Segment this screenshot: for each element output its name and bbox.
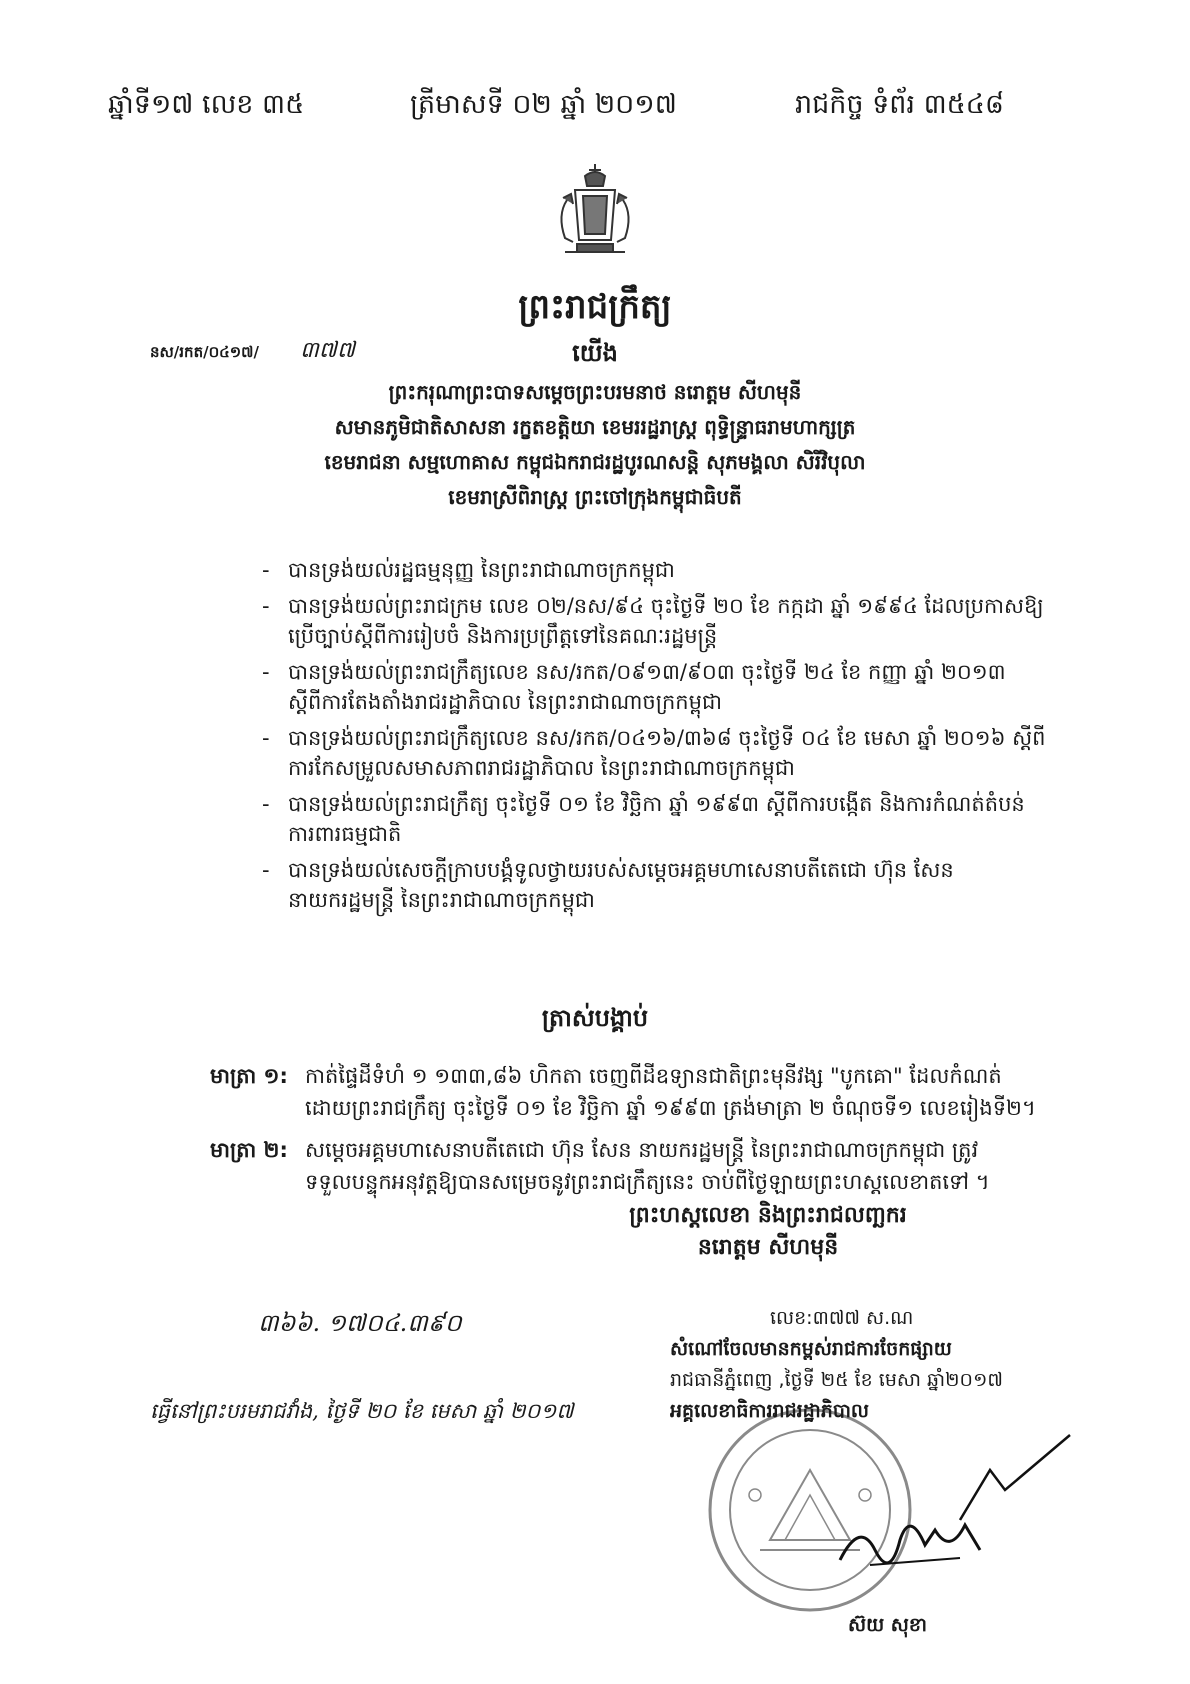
- dash-bullet: -: [262, 594, 270, 618]
- article-line: ដោយព្រះរាជក្រឹត្យ ចុះថ្ងៃទី ០១ ខែ វិច្ឆិកា ឆ្នាំ ១៩៩៣ ត្រង់មាត្រា ២ ចំណុចទី១ លេខរៀងទី២។: [305, 1096, 1036, 1120]
- king-title-line: ខេមរាជនា សម្មហោគាស កម្ពុជឯករាជរដ្ឋបូរណសន្តិ សុភមង្គលា សិរីវិបុលា: [324, 450, 866, 474]
- certification-line: រាជធានីភ្នំពេញ ,ថ្ងៃទី ២៥ ខែ មេសា ឆ្នាំ២០១៧: [670, 1369, 1003, 1391]
- article-2: [210, 1134, 1090, 1198]
- recital-item: [262, 657, 1062, 717]
- gazette-header: [0, 88, 1190, 128]
- certification-number: លេខ:៣៧៧ ស.ណ: [770, 1307, 914, 1329]
- articles-list: [210, 1060, 1090, 1208]
- reference-number: នស/រកត/០៤១៧/: [150, 343, 259, 361]
- header-year-issue: ឆ្នាំទី១៧ លេខ ៣៥: [108, 89, 305, 120]
- dash-bullet: -: [262, 660, 270, 684]
- article-line: ទទួលបន្ទុកអនុវត្តឱ្យបានសម្រេចនូវព្រះរាជក្រឹត្យនេះ ចាប់ពីថ្ងៃឡាយព្រះហស្តលេខាតទៅ ។: [305, 1170, 990, 1194]
- dash-bullet: -: [262, 858, 270, 882]
- king-titles: [0, 375, 1190, 515]
- king-title-line: ព្រះករុណាព្រះបាទសម្តេចព្រះបរមនាថ នរោត្តម សីហមុនី: [388, 380, 802, 404]
- recital-item: [262, 789, 1062, 849]
- recital-item: [262, 855, 1062, 915]
- recital-line: នាយករដ្ឋមន្ត្រី នៃព្រះរាជាណាចក្រកម្ពុជា: [288, 888, 595, 912]
- recital-line: បានទ្រង់យល់ព្រះរាជក្រម លេខ ០២/នស/៩៤ ចុះថ្ងៃទី ២០ ខែ កក្កដា ឆ្នាំ ១៩៩៤ ដែលប្រកាសឱ្យ: [288, 594, 1044, 618]
- we-heading: យើង: [572, 339, 618, 367]
- article-line: កាត់ផ្ទៃដីទំហំ ១ ១៣៣,៨៦ ហិកតា ចេញពីដីឧទ្យានជាតិព្រះមុនីវង្ស "បូកគោ" ដែលកំណត់: [305, 1064, 1002, 1088]
- pen-stroke-icon: [950, 1430, 1080, 1530]
- recital-line: បានទ្រង់យល់ព្រះរាជក្រឹត្យលេខ នស/រកត/០៩១៣/៩០៣ ចុះថ្ងៃទី ២៤ ខែ កញ្ញា ឆ្នាំ ២០១៣: [288, 660, 1006, 684]
- royal-signature-line: ព្រះហស្តលេខា និងព្រះរាជលញ្ឆករ: [629, 1203, 907, 1228]
- recital-line: បានទ្រង់យល់ព្រះរាជក្រឹត្យ ចុះថ្ងៃទី ០១ ខែ វិច្ឆិកា ឆ្នាំ ១៩៩៣ ស្តីពីការបង្កើត និងការកំណត់តំបន់: [288, 792, 1025, 816]
- reference-handwritten: ៣៧៧: [300, 338, 355, 363]
- recital-item: [262, 591, 1062, 651]
- dash-bullet: -: [262, 792, 270, 816]
- recital-line: ស្តីពីការតែងតាំងរាជរដ្ឋាភិបាល នៃព្រះរាជាណាចក្រកម្ពុជា: [288, 690, 722, 714]
- king-title-line: ខេមរាស្រីពិរាស្ត្រ ព្រះចៅក្រុងកម្ពុជាធិបតី: [448, 485, 742, 509]
- recital-line: បានទ្រង់យល់ព្រះរាជក្រឹត្យលេខ នស/រកត/០៤១៦/៣៦៨ ចុះថ្ងៃទី ០៤ ខែ មេសា ឆ្នាំ ២០១៦ ស្តីពី: [288, 726, 1046, 750]
- header-date: ត្រីមាសទី ០២ ឆ្នាំ ២០១៧: [410, 89, 677, 120]
- article-label: មាត្រា ២:: [210, 1138, 288, 1162]
- done-at-line: ធ្វើនៅព្រះបរមរាជវាំង, ថ្ងៃទី ២០ ខែ មេសា ឆ្នាំ ២០១៧: [150, 1399, 574, 1423]
- recitals-list: [262, 555, 1062, 921]
- certification-line: អគ្គលេខាធិការរាជរដ្ឋាភិបាល: [670, 1400, 869, 1422]
- decree-heading: ត្រាស់បង្គាប់: [541, 1004, 649, 1032]
- certification-block: [670, 1303, 1110, 1427]
- certification-line: សំណៅចែលមានកម្ពស់រាជការចែកផ្សាយ: [670, 1338, 952, 1360]
- article-label: មាត្រា ១:: [210, 1064, 288, 1088]
- recital-line: ការកែសម្រួលសមាសភាពរាជរដ្ឋាភិបាល នៃព្រះរាជាណាចក្រកម្ពុជា: [288, 756, 795, 780]
- handwritten-reference: ៣៦៦. ១៧០៤.៣៩០: [258, 1309, 462, 1337]
- document-title: ព្រះរាជក្រឹត្យ: [518, 287, 672, 327]
- royal-signature-block: [548, 1200, 988, 1264]
- article-1: [210, 1060, 1090, 1124]
- header-page: រាជកិច្ច ទំព័រ ៣៥៤៨: [795, 89, 1004, 120]
- dash-bullet: -: [262, 726, 270, 750]
- recital-line: បានទ្រង់យល់សេចក្តីក្រាបបង្គំទូលថ្វាយរបស់សម្តេចអគ្គមហាសេនាបតីតេជោ ហ៊ុន សែន: [288, 858, 954, 882]
- king-title-line: សមានភូមិជាតិសាសនា រក្ខតខត្តិយា ខេមររដ្ឋរាស្ត្រ ពុទ្ធិន្រ្ទាធរាមហាក្សត្រ: [334, 415, 856, 439]
- royal-crest-icon: [545, 160, 645, 260]
- dash-bullet: -: [262, 558, 270, 582]
- recital-line: ប្រើច្បាប់ស្តីពីការរៀបចំ និងការប្រព្រឹត្តទៅនៃគណៈរដ្ឋមន្ត្រី: [288, 624, 718, 648]
- recital-item: [262, 555, 1062, 585]
- recital-line: បានទ្រង់យល់រដ្ឋធម្មនុញ្ញ នៃព្រះរាជាណាចក្រកម្ពុជា: [288, 558, 675, 582]
- recital-item: [262, 723, 1062, 783]
- article-line: សម្តេចអគ្គមហាសេនាបតីតេជោ ហ៊ុន សែន នាយករដ្ឋមន្ត្រី នៃព្រះរាជាណាចក្រកម្ពុជា ត្រូវ: [305, 1138, 979, 1162]
- signer-name: ស៊យ សុខា: [848, 1614, 927, 1636]
- recital-line: ការពារធម្មជាតិ: [288, 822, 402, 846]
- royal-name: នរោត្តម សីហមុនី: [697, 1235, 839, 1260]
